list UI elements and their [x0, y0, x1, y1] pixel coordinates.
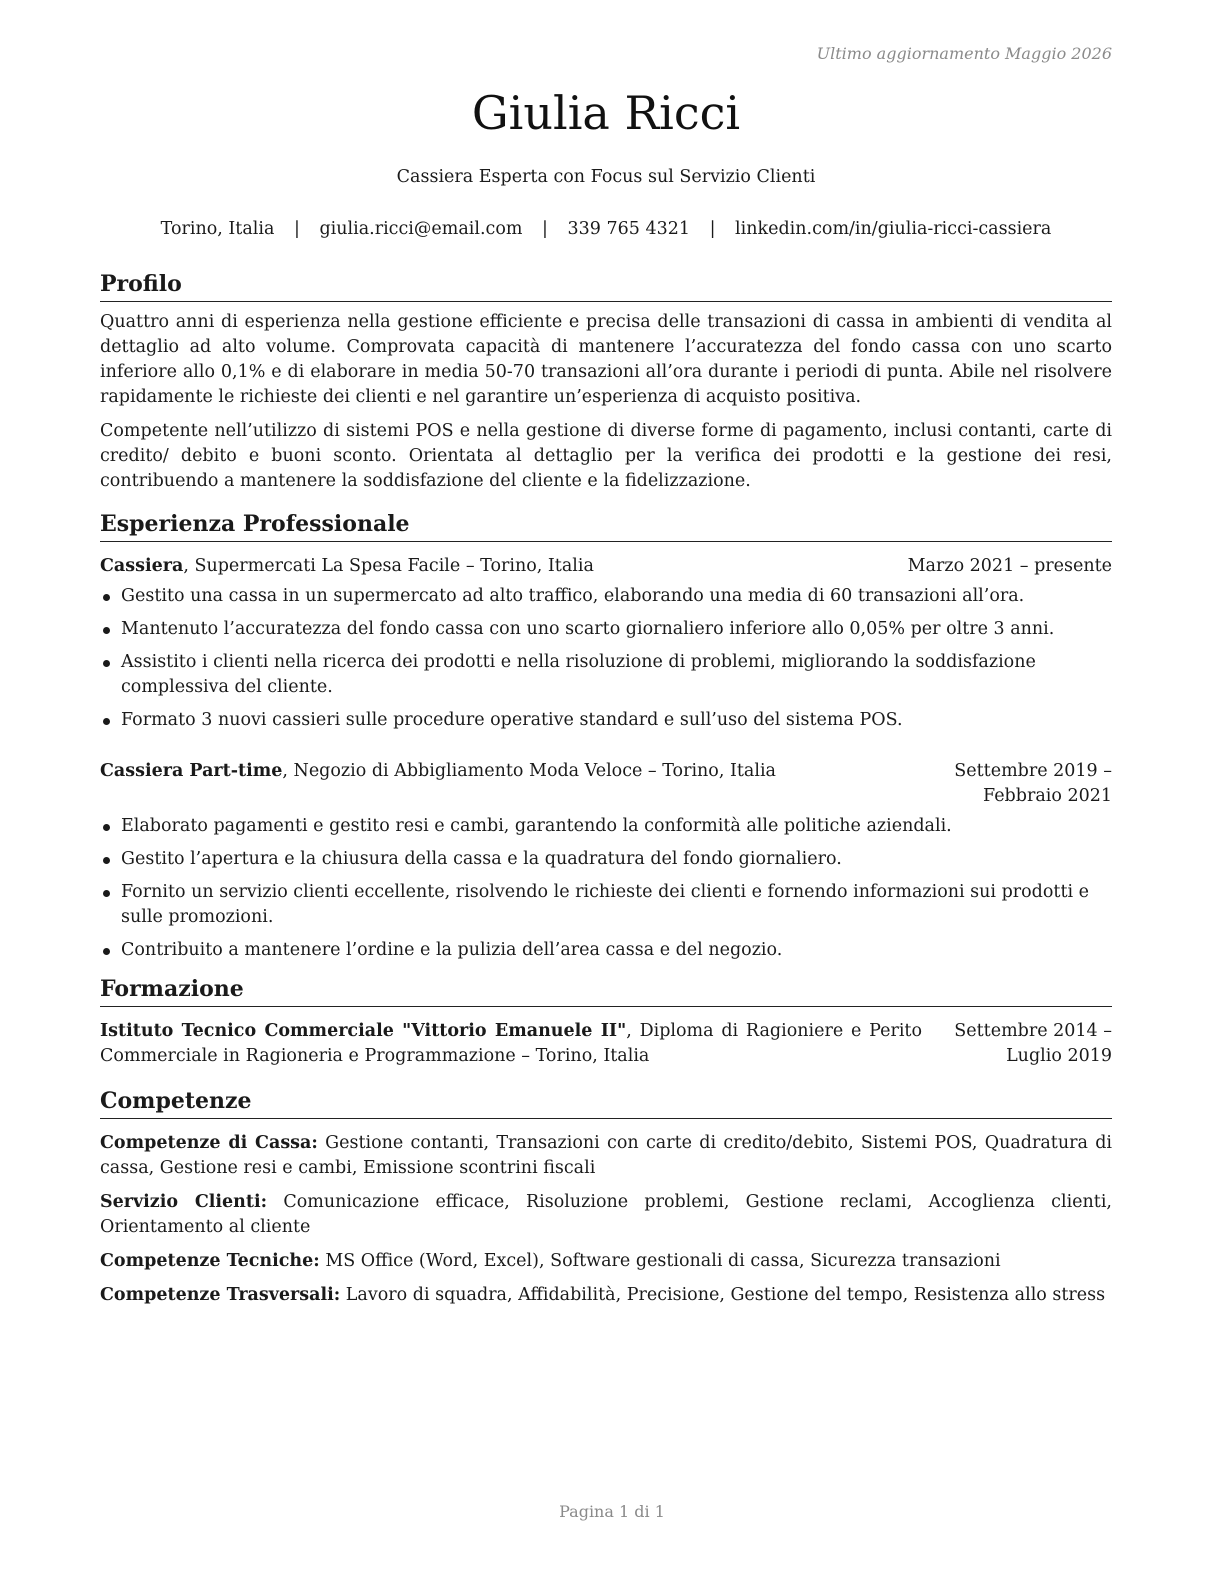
job-entry	[100, 554, 1112, 733]
skill-group-text: Lavoro di squadra, Affidabilità, Precisione, Gestione del tempo, Resistenza allo stress	[340, 1285, 1106, 1305]
job-entry	[100, 759, 1112, 963]
contact-linkedin[interactable]: linkedin.com/in/giulia-ricci-cassiera	[735, 219, 1052, 239]
job-bullets	[100, 584, 1112, 733]
skill-group	[100, 1249, 1112, 1274]
education-entry	[100, 1019, 1112, 1069]
skill-group-text: Gestione contanti, Transazioni con carte di credito/debito, Sistemi POS, Quadratura di cassa, Gestione resi e cambi, Emissione scontrini fiscali	[100, 1133, 1112, 1178]
job-role	[100, 554, 908, 579]
list-item: Gestito una cassa in un supermercato ad alto traffico, elaborando una media di 60 transazioni all’ora.	[100, 584, 1112, 609]
profile-paragraph: Quattro anni di esperienza nella gestione efficiente e precisa delle transazioni di cassa in ambienti di vendita al dettaglio ad alto volume. Comprovata capacità di mantenere l’accuratezza del fondo cassa con uno scarto inferiore allo 0,1% e di elaborare in media 50-70 transazioni all’ora durante i periodi di punta. Abile nel risolvere rapidamente le richieste dei clienti e nel garantire un’esperienza di acquisto positiva.	[100, 312, 1112, 407]
job-company: , Supermercati La Spesa Facile – Torino, Italia	[183, 556, 594, 576]
list-item: Contribuito a mantenere l’ordine e la pulizia dell’area cassa e del negozio.	[100, 938, 1112, 963]
resume-content	[100, 268, 1112, 1317]
skill-group	[100, 1190, 1112, 1240]
job-company: , Negozio di Abbigliamento Moda Veloce – Torino, Italia	[282, 761, 776, 781]
list-item: Fornito un servizio clienti eccellente, risolvendo le richieste dei clienti e fornendo informazioni sui prodotti e sulle promozioni.	[100, 880, 1112, 930]
job-header	[100, 554, 1112, 579]
contact-separator: |	[293, 219, 300, 239]
skill-group	[100, 1131, 1112, 1181]
education-section	[100, 973, 1112, 1069]
skill-group-label: Competenze Trasversali:	[100, 1285, 341, 1305]
section-heading-skills: Competenze	[100, 1085, 1112, 1119]
skill-group-label: Servizio Clienti:	[100, 1192, 268, 1212]
profile-section	[100, 268, 1112, 494]
education-school: Istituto Tecnico Commerciale "Vittorio Emanuele II"	[100, 1021, 627, 1041]
last-updated-note: Ultimo aggiornamento Maggio 2026	[816, 44, 1112, 63]
section-heading-education: Formazione	[100, 973, 1112, 1007]
list-item: Formato 3 nuovi cassieri sulle procedure operative standard e sull’uso del sistema POS.	[100, 708, 1112, 733]
contact-separator: |	[542, 219, 548, 239]
page-number: Pagina 1 di 1	[559, 1502, 665, 1521]
contact-location: Torino, Italia	[160, 219, 275, 239]
contact-email[interactable]: giulia.ricci@email.com	[319, 219, 523, 239]
skill-group-label: Competenze di Cassa:	[100, 1133, 318, 1153]
education-details: , Diploma di Ragioniere e Perito Commerciale in Ragioneria e Programmazione – Torino, Italia	[100, 1021, 922, 1066]
contact-phone: 339 765 4321	[567, 219, 690, 239]
section-heading-experience: Esperienza Professionale	[100, 508, 1112, 542]
skill-group-text: Comunicazione efficace, Risoluzione problemi, Gestione reclami, Accoglienza clienti, Orientamento al cliente	[100, 1192, 1112, 1237]
job-header	[100, 759, 1112, 809]
skill-group	[100, 1283, 1112, 1308]
contact-line	[100, 219, 1112, 239]
education-description	[100, 1019, 922, 1069]
experience-section	[100, 508, 1112, 963]
job-title: Cassiera Part-time	[100, 761, 283, 781]
contact-separator: |	[709, 219, 716, 239]
candidate-title: Cassiera Esperta con Focus sul Servizio Clienti	[396, 167, 816, 187]
job-dates: Marzo 2021 – presente	[907, 556, 1112, 576]
section-heading-profile: Profilo	[100, 268, 1112, 302]
skills-section	[100, 1085, 1112, 1308]
skill-group-text: MS Office (Word, Excel), Software gestionali di cassa, Sicurezza transazioni	[319, 1251, 1001, 1271]
list-item: Elaborato pagamenti e gestito resi e cambi, garantendo la conformità alle politiche aziendali.	[100, 814, 1112, 839]
list-item: Mantenuto l’accuratezza del fondo cassa con uno scarto giornaliero inferiore allo 0,05% per oltre 3 anni.	[100, 617, 1112, 642]
job-dates: Settembre 2019 – Febbraio 2021	[954, 761, 1112, 806]
job-title: Cassiera	[100, 556, 184, 576]
profile-paragraph: Competente nell’utilizzo di sistemi POS e nella gestione di diverse forme di pagamento, inclusi contanti, carte di credito/ debito e buoni sconto. Orientata al dettaglio per la verifica dei prodotti e la gestione dei resi, contribuendo a mantenere la soddisfazione del cliente e la fidelizzazione.	[100, 421, 1112, 491]
list-item: Assistito i clienti nella ricerca dei prodotti e nella risoluzione di problemi, migliorando la soddisfazione complessiva del cliente.	[100, 650, 1112, 700]
skill-group-label: Competenze Tecniche:	[100, 1251, 320, 1271]
list-item: Gestito l’apertura e la chiusura della cassa e la quadratura del fondo giornaliero.	[100, 847, 1112, 872]
education-dates: Settembre 2014 – Luglio 2019	[954, 1021, 1112, 1066]
job-bullets	[100, 814, 1112, 963]
candidate-name: Giulia Ricci	[471, 86, 741, 140]
job-role	[100, 759, 872, 784]
